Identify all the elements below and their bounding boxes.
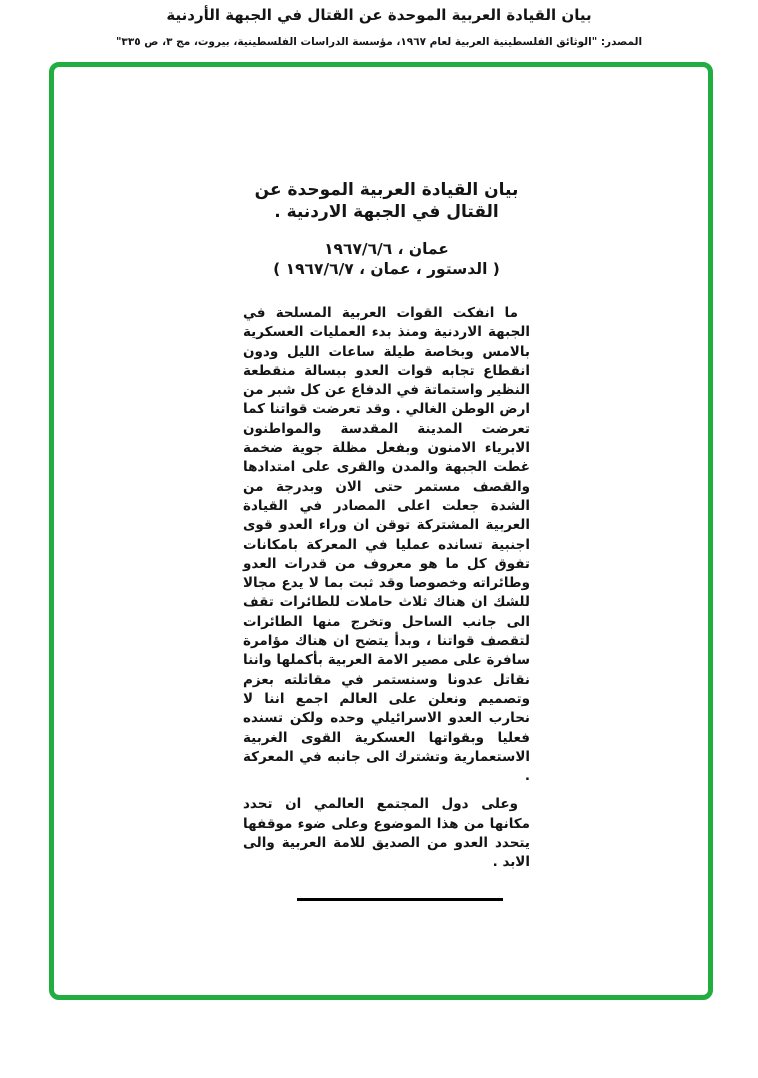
page-header (0, 0, 758, 48)
page-title: بيان القيادة العربية الموحدة عن القتال في الجبهة الأردنية (166, 6, 592, 24)
document-place-date: عمان ، ١٩٦٧/٦/٦ (324, 240, 449, 258)
body-paragraph: وعلى دول المجتمع العالمي ان تحدد مكانها من هذا الموضوع وعلى ضوء موقفها يتحدد العدو من الصديق للامة العربية والى الابد . (243, 796, 530, 871)
source-citation: المصدر: "الوثائق الفلسطينية العربية لعام ١٩٦٧، مؤسسة الدراسات الفلسطينية، بيروت، مج ٣، ص ٣٣٥" (115, 36, 643, 48)
scanned-document (243, 179, 530, 901)
document-title: بيان القيادة العربية الموحدة عن القتال في الجبهة الاردنية . (254, 180, 519, 222)
document-body (243, 304, 530, 873)
document-frame (49, 62, 713, 1000)
document-dateline (243, 239, 530, 279)
body-paragraph: ما انفكت القوات العربية المسلحة في الجبهة الاردنية ومنذ بدء العمليات العسكرية بالامس وبخاصة طيلة ساعات الليل ودون انقطاع تجابه قوات العدو ببسالة منقطعة النظير واستماتة في الدفاع عن كل شبر من ارض الوطن الغالي . وقد تعرضت قواتنا كما تعرضت المدينة المقدسة والمواطنون الابرياء الامنون وبفعل مظلة جوية ضخمة غطت الجبهة والمدن والقرى على امتدادها والقصف مستمر حتى الان وبدرجة من الشدة جعلت اعلى المصادر في القيادة العربية المشتركة توقن ان وراء العدو قوى اجنبية تسانده عمليا في المعركة بامكانات تفوق كل ما هو معروف من قدرات العدو وطائراته وخصوصا وقد ثبت بما لا يدع مجالا للشك ان هناك ثلاث حاملات للطائرات تقف الى جانب الساحل وتخرج منها الطائرات لتقصف قواتنا ، وبدأ يتضح ان هناك مؤامرة سافرة على مصير الامة العربية بأكملها واننا نقاتل عدونا وسنستمر في مقاتلته بعزم وتصميم ونعلن على العالم اجمع اننا لا نحارب العدو الاسرائيلي وحده ولكن تسنده فعليا وبقواتها العسكرية القوى الغربية الاستعمارية وتشترك الى جانبه في المعركة . (243, 305, 530, 785)
document-publication-reference: ( الدستور ، عمان ، ١٩٦٧/٦/٧ ) (273, 260, 500, 278)
end-divider-rule (297, 898, 503, 901)
